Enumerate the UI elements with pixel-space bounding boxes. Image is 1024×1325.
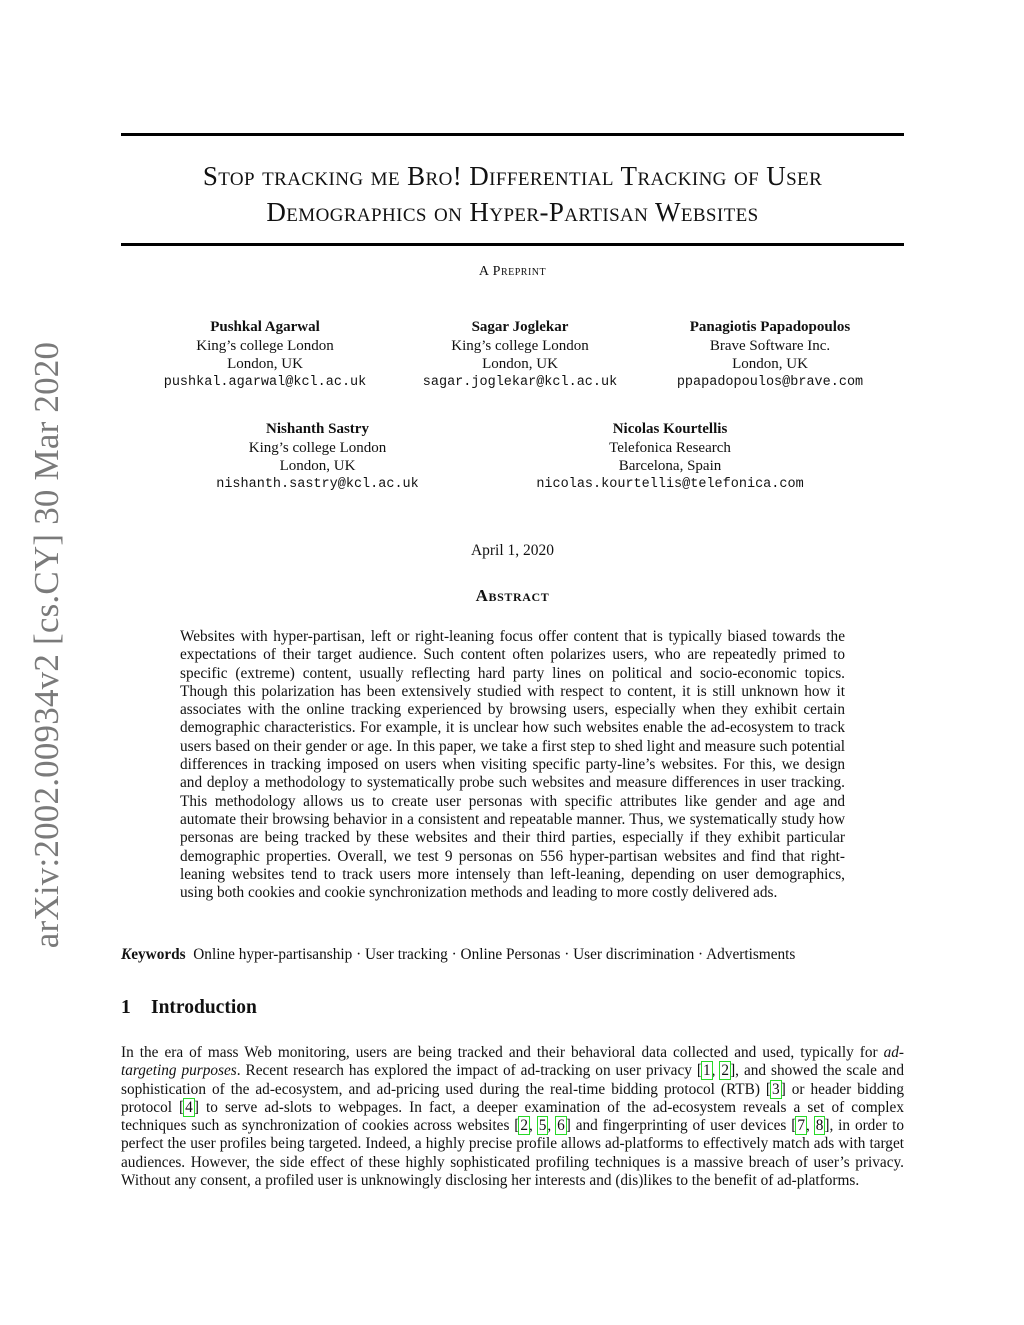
abstract-heading: Abstract: [475, 586, 550, 605]
citation-link[interactable]: 4: [185, 1098, 193, 1116]
citation-link[interactable]: 2: [721, 1062, 730, 1080]
citation-link[interactable]: 2: [520, 1117, 529, 1135]
citation-link[interactable]: 8: [815, 1117, 824, 1135]
section-title: Introduction: [151, 997, 257, 1018]
author-affiliation: King’s college London: [451, 337, 589, 354]
citation-separator: ,: [711, 1062, 721, 1080]
author-affiliation: King’s college London: [248, 439, 387, 456]
author-email[interactable]: pushkal.agarwal@kcl.ac.uk: [163, 374, 367, 390]
author-email[interactable]: nishanth.sastry@kcl.ac.uk: [216, 476, 419, 492]
author-name: Nicolas Kourtellis: [612, 421, 728, 437]
intro-text: ] or header bidding protocol [: [121, 1080, 904, 1116]
author-location: London, UK: [279, 458, 356, 474]
intro-text: ], and showed the scale and sophistication of the ad-ecosystem, and ad-pricing used during the real-time bidding protocol (RTB) [: [121, 1062, 904, 1098]
author-email[interactable]: ppapadopoulos@brave.com: [676, 374, 864, 390]
title-top-rule: [121, 133, 904, 136]
intro-text: In the era of mass Web monitoring, users are being tracked and their behavioral data collected and used, typically for: [121, 1044, 884, 1061]
author-name: Panagiotis Papadopoulos: [689, 319, 851, 335]
author-email[interactable]: nicolas.kourtellis@telefonica.com: [536, 476, 804, 492]
citation-link[interactable]: 7: [797, 1117, 806, 1135]
author-name: Pushkal Agarwal: [210, 319, 320, 335]
author-block: [505, 420, 835, 494]
author-affiliation: King’s college London: [196, 337, 334, 354]
citation-link[interactable]: 6: [557, 1117, 565, 1135]
author-location: Barcelona, Spain: [618, 458, 722, 474]
author-block: [400, 318, 640, 392]
intro-text: ] and fingerprinting of user devices [: [565, 1117, 797, 1135]
arxiv-identifier[interactable]: arXiv:2002.00934v2 [cs.CY] 30 Mar 2020: [27, 341, 66, 949]
citation-separator: ,: [547, 1117, 557, 1135]
keywords-label: [121, 946, 186, 963]
author-location: London, UK: [482, 356, 558, 372]
paper-title: [121, 158, 904, 230]
keywords-list: Online hyper-partisanship · User tracking · Online Personas · User discrimination · Advertisments: [193, 946, 796, 963]
author-affiliation: Telefonica Research: [609, 439, 731, 456]
author-location: London, UK: [227, 356, 303, 372]
title-bottom-rule: [121, 243, 904, 246]
author-block: [140, 318, 390, 392]
title-line-1: Stop tracking me Bro! Differential Tracking of User: [202, 161, 823, 191]
keywords-line: [121, 946, 904, 964]
arxiv-sidebar: [26, 340, 68, 950]
intro-text: ], in order to perfect the user profiles being targeted. Indeed, a highly precise profile allows ad-platforms to effectively match ads with target audiences. However, the side effect of these highly sophisticated profiling techniques is a massive breach of user’s privacy. Without any consent, a profiled user is unknowingly disclosing her interests and (dis)likes to the benefit of ad-platforms.: [121, 1117, 904, 1190]
intro-text: ] to serve ad-slots to webpages. In fact, a deeper examination of the ad-ecosystem reveals a set of complex techniques such as synchronization of cookies across websites [: [121, 1098, 904, 1135]
keywords-label-rest: eywords: [131, 946, 186, 963]
citation-separator: ,: [806, 1117, 815, 1135]
intro-text: . Recent research has explored the impact of ad-tracking on user privacy [: [236, 1062, 702, 1080]
citation-link[interactable]: 3: [772, 1080, 780, 1098]
author-email[interactable]: sagar.joglekar@kcl.ac.uk: [422, 374, 618, 390]
section-number: 1: [121, 997, 131, 1018]
author-affiliation: Brave Software Inc.: [709, 337, 831, 354]
intro-paragraph: [121, 1044, 904, 1190]
paper-date: April 1, 2020: [470, 542, 555, 559]
citation-link[interactable]: 1: [702, 1062, 711, 1080]
citation-separator: ,: [529, 1117, 538, 1135]
author-block: [650, 318, 890, 392]
author-block: [190, 420, 445, 494]
title-line-2: Demographics on Hyper-Partisan Websites: [266, 197, 759, 227]
keywords-label-initial: K: [121, 946, 132, 963]
author-name: Sagar Joglekar: [471, 319, 569, 335]
preprint-label: A Preprint: [478, 264, 547, 279]
section-heading: [121, 997, 257, 1019]
author-location: London, UK: [732, 356, 808, 372]
author-name: Nishanth Sastry: [266, 421, 369, 437]
abstract-text: Websites with hyper-partisan, left or right-leaning focus offer content that is typically biased towards the expectations of their target audience. Such content often polarizes users, who are repeatedly primed to specific (extreme) content, usually reflecting hard party lines on political and socio-economic topics. Though this polarization has been extensively studied with respect to content, it is still unknown how it associates with the online tracking experienced by browsing users, especially when they exhibit certain demographic characteristics. For example, it is unclear how such websites enable the ad-ecosystem to track users based on their gender or age. In this paper, we take a first step to shed light and measure such potential differences in tracking imposed on users when visiting specific party-line’s websites. For this, we design and deploy a methodology to systematically probe such websites and measure differences in user tracking. This methodology allows us to create user personas with specific attributes like gender and age and automate their browsing behavior in a consistent and repeatable manner. Thus, we systematically study how personas are being tracked by these websites and their third parties, especially if they exhibit particular demographic properties. Overall, we test 9 personas on 556 hyper-partisan websites and find that right-leaning websites tend to track users more intensely than left-leaning, depending on user demographics, using both cookies and cookie synchronization methods and leading to more costly delivered ads.: [180, 628, 845, 902]
intro-emphasis: ad-targeting purposes: [121, 1044, 904, 1080]
citation-link[interactable]: 5: [538, 1117, 547, 1135]
